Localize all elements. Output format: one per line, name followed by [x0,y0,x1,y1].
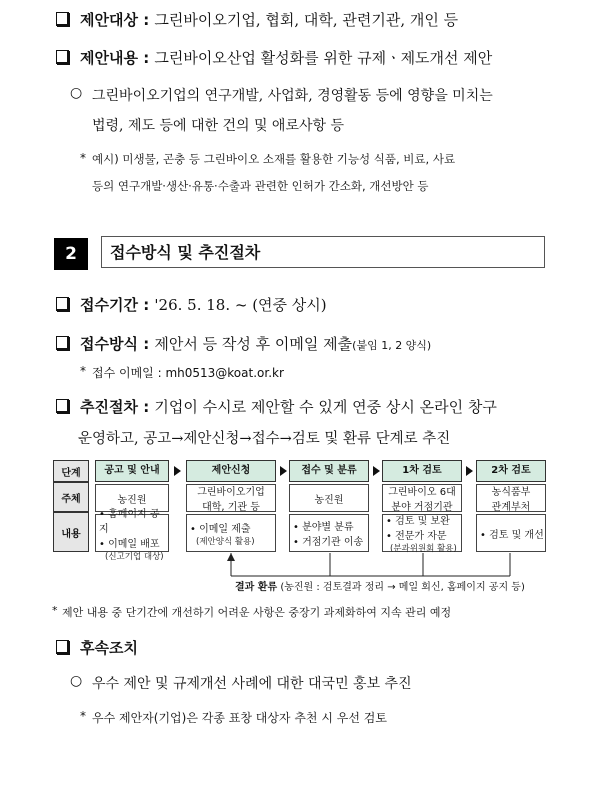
period-text: '26. 5. 18. ~ (연중 상시) [154,296,327,314]
method-heading: 접수방식 : 제안서 등 작성 후 이메일 제출(붙임 1, 2 양식) [80,335,432,353]
procedure-label: 추진절차 [80,398,138,416]
circle-bullet-icon: ○ [70,673,83,689]
feedback-caption [235,578,525,593]
period-label: 접수기간 [80,296,138,314]
stage-actor: 그린바이오 6대 분야 거점기관 [382,484,462,512]
period-heading: 접수기간 : '26. 5. 18. ~ (연중 상시) [80,296,327,314]
target-text: 그린바이오기업, 협회, 대학, 관련기관, 개인 등 [154,11,459,29]
stage-content: • 홈페이지 공지 • 이메일 배포 (신고기업 대상) [95,514,169,552]
content-bullet-line2: 법령, 제도 등에 대한 건의 및 애로사항 등 [92,118,344,134]
stage-content: • 검토 및 개선 [476,514,546,552]
followup-note: 우수 제안자(기업)은 각종 표창 대상자 추천 시 우선 검토 [92,711,387,725]
procedure-text-line2: 운영하고, 공고→제안신청→접수→검토 및 환류 단계로 추진 [78,431,451,447]
row-header-stage: 단계 [53,460,89,482]
followup-heading [80,637,138,658]
row-header-actor: 주체 [53,482,89,512]
stage-title: 공고 및 안내 [95,460,169,482]
asterisk-icon: * [80,364,86,378]
content-bullet-line1: 그린바이오기업의 연구개발, 사업화, 경영활동 등에 영향을 미치는 [92,88,493,104]
section-title: 접수방식 및 추진절차 [101,236,545,268]
asterisk-icon: * [80,151,86,165]
email-label: 접수 이메일 : mh0513@koat.or.kr [92,366,284,380]
target-label: 제안대상 [80,11,138,29]
row-header-content: 내용 [53,512,89,552]
followup-label: 후속조치 [80,639,138,657]
stage-title: 1차 검토 [382,460,462,482]
example-note-line2: 등의 연구개발·생산·유통·수출과 관련한 인허가 간소화, 개선방안 등 [92,179,429,193]
content-heading: 제안내용 : 그린바이오산업 활성화를 위한 규제ㆍ제도개선 제안 [80,49,493,67]
checkbox-icon [56,640,69,654]
procedure-heading: 추진절차 : 기업이 수시로 제안할 수 있게 연중 상시 온라인 창구 [80,398,497,416]
stage-actor: 농진원 [95,484,169,512]
circle-bullet-icon: ○ [70,85,83,101]
asterisk-icon: * [80,709,86,723]
stage-title: 접수 및 분류 [289,460,369,482]
target-heading: 제안대상 : 그린바이오기업, 협회, 대학, 관련기관, 개인 등 [80,11,459,29]
stage-title: 제안신청 [186,460,276,482]
stage-actor: 농진원 [289,484,369,512]
feedback-text: (농진원 : 검토결과 정리 → 메일 회신, 홈페이지 공지 등) [280,582,525,593]
flow-note: 제안 내용 중 단기간에 개선하기 어려운 사항은 중장기 과제화하여 지속 관리 예정 [62,606,452,619]
feedback-label: 결과 환류 [235,582,278,593]
stage-content: • 검토 및 보완 • 전문가 자문 (분과위원회 활용) [382,514,462,552]
method-label: 접수방식 [80,335,138,353]
content-text: 그린바이오산업 활성화를 위한 규제ㆍ제도개선 제안 [154,49,493,67]
asterisk-icon: * [52,604,58,617]
method-text: 제안서 등 작성 후 이메일 제출 [154,335,353,353]
stage-title: 2차 검토 [476,460,546,482]
method-suffix: (붙임 1, 2 양식) [352,339,432,352]
section-number: 2 [54,238,88,270]
stage-content: • 이메일 제출 (제안양식 활용) [186,514,276,552]
stage-actor: 그린바이오기업 대학, 기관 등 [186,484,276,512]
content-label: 제안내용 [80,49,138,67]
stage-content: • 분야별 분류 • 거점기관 이송 [289,514,369,552]
procedure-text-line1: 기업이 수시로 제안할 수 있게 연중 상시 온라인 창구 [154,398,497,416]
example-note-line1: 예시) 미생물, 곤충 등 그린바이오 소재를 활용한 기능성 식품, 비료, 사료 [92,152,456,166]
stage-actor: 농식품부 관계부처 [476,484,546,512]
followup-bullet: 우수 제안 및 규제개선 사례에 대한 대국민 홍보 추진 [92,676,412,692]
